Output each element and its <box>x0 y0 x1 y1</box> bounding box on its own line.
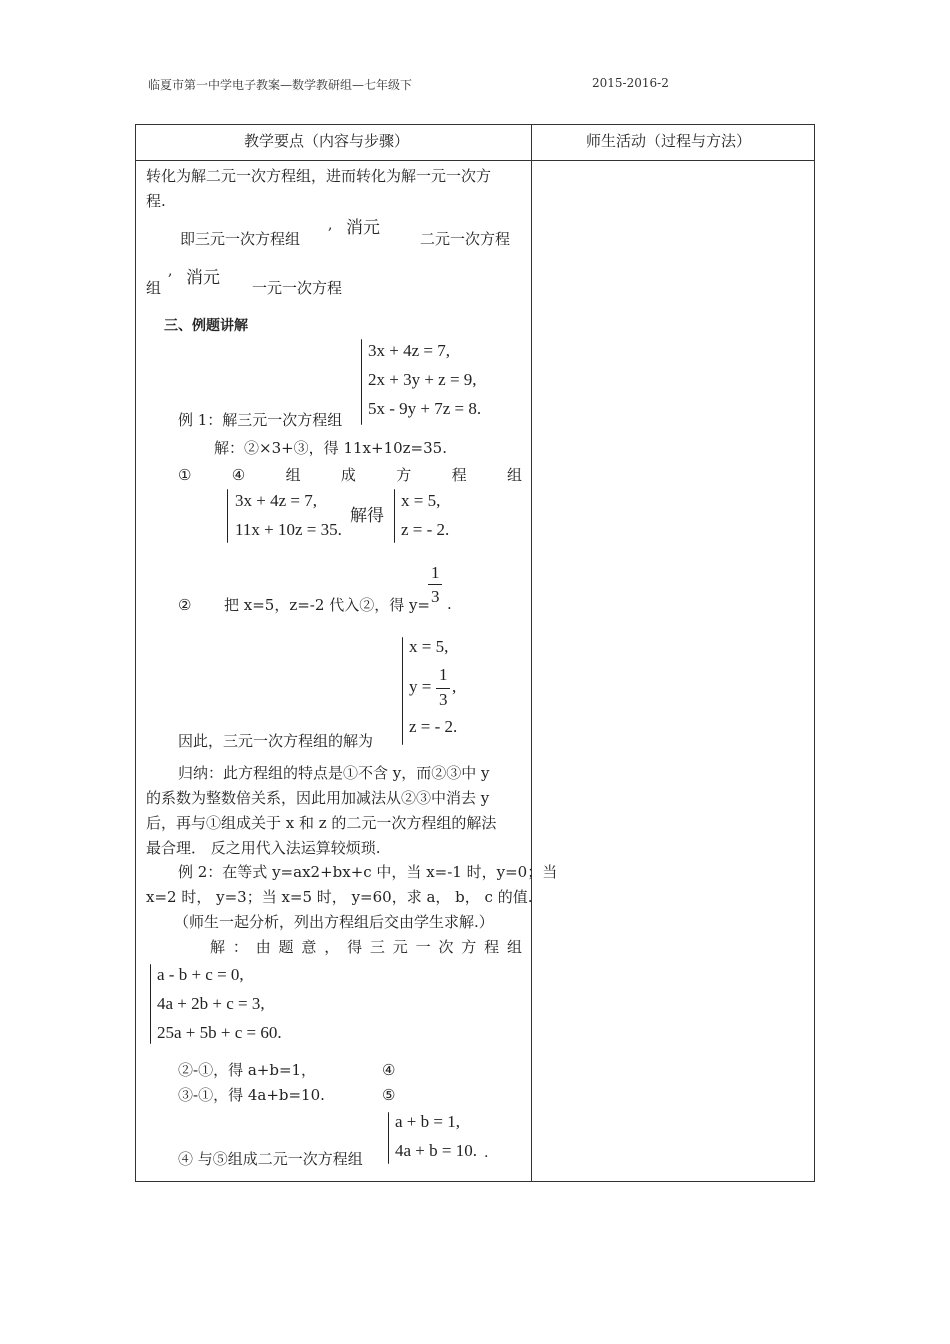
circle-num-4: ④ <box>382 1061 396 1079</box>
example2-step-b: ③-①，得 4a+b=10. <box>178 1086 325 1104</box>
summary-line: 的系数为整数倍关系，因此用加减法从②③中消去 y <box>146 789 490 807</box>
arrow-tick-2: , <box>168 263 173 279</box>
elimination-label-1: 消元 <box>346 218 380 238</box>
equation: a + b = 1, <box>395 1112 460 1131</box>
example1-step1: 解：②×3+③，得 11x+10z=35. <box>214 439 447 457</box>
example1-sub-system <box>235 486 342 544</box>
solve-word: ， <box>324 938 340 956</box>
chain-part-2b: 组 <box>146 279 162 297</box>
equation: 25a + 5b + c = 60. <box>157 1023 282 1042</box>
example2-sub-system <box>395 1107 477 1165</box>
page-header-title: 临夏市第一中学电子教案—数学教研组—七年级下 <box>148 78 413 92</box>
solve-word: 元 <box>392 938 408 956</box>
solve-word: 三 <box>369 938 385 956</box>
fraction-denominator: 3 <box>439 690 448 709</box>
example1-step2: 把 x=5，z=-2 代入②，得 y= <box>224 596 431 614</box>
fraction-numerator: 1 <box>439 665 448 684</box>
combine-word: 程 <box>451 466 467 484</box>
solution-y: y = <box>409 677 432 696</box>
header-divider <box>136 160 814 161</box>
system-brace <box>150 964 151 1044</box>
system-brace <box>394 489 395 543</box>
comma: , <box>452 677 457 696</box>
equation: 3x + 4z = 7, <box>368 341 450 360</box>
summary-line: 后，再与①组成关于 x 和 z 的二元一次方程组的解法 <box>146 814 497 832</box>
fraction-bar <box>436 688 450 689</box>
example2-note: （师生一起分析，列出方程组后交由学生求解.） <box>174 913 494 931</box>
column-divider <box>531 125 532 1181</box>
column-header-content: 教学要点（内容与步骤） <box>244 132 410 150</box>
intro-line-1: 转化为解二元一次方程组，进而转化为解一元一次方 <box>146 167 492 185</box>
equation: 2x + 3y + z = 9, <box>368 370 477 389</box>
combine-word: 方 <box>396 466 412 484</box>
period: . <box>447 595 452 613</box>
equation: 4a + 2b + c = 3, <box>157 994 265 1013</box>
period: . <box>484 1145 489 1161</box>
solve-word: 方 <box>461 938 477 956</box>
solve-word: 题 <box>278 938 294 956</box>
example2-line: 例 2：在等式 y=ax2+bx+c 中，当 x=-1 时，y=0；当 <box>178 863 558 881</box>
summary-line: 最合理． 反之用代入法运算较烦琐. <box>146 839 381 857</box>
example2-system <box>157 960 282 1047</box>
section-title: 三、例题讲解 <box>164 318 248 334</box>
solve-word: 一 <box>415 938 431 956</box>
column-header-activity: 师生活动（过程与方法） <box>586 132 752 150</box>
solve-word: 次 <box>438 938 454 956</box>
example1-label: 例 1：解三元一次方程组 <box>178 411 343 429</box>
fraction-denominator: 3 <box>431 587 440 606</box>
example2-step-a: ②-①，得 a+b=1， <box>178 1061 317 1079</box>
lesson-table <box>135 124 815 1182</box>
solve-word: ： <box>232 938 248 956</box>
combine-word: 组 <box>506 466 522 484</box>
chain-part-1: 即三元一次方程组 <box>180 230 301 248</box>
solve-word: 解 <box>210 938 226 956</box>
combine-word: 组 <box>285 466 301 484</box>
page-header-date: 2015-2016-2 <box>592 76 669 90</box>
equation: 5x - 9y + 7z = 8. <box>368 399 482 418</box>
combine-word: 成 <box>340 466 356 484</box>
example1-sub-solution <box>401 486 449 544</box>
solve-word: 程 <box>484 938 500 956</box>
system-brace <box>402 637 403 745</box>
solve-word: 由 <box>255 938 271 956</box>
solve-word: 意 <box>301 938 317 956</box>
solution-label: 因此，三元一次方程组的解为 <box>178 732 374 750</box>
system-brace <box>227 489 228 543</box>
equation: 3x + 4z = 7, <box>235 491 317 510</box>
circle-num-1: ① <box>178 466 192 484</box>
equation: 11x + 10z = 35. <box>235 520 342 539</box>
summary-line: 归纳：此方程组的特点是①不含 y，而②③中 y <box>178 764 490 782</box>
arrow-tick-1: , <box>328 217 333 233</box>
fraction-numerator: 1 <box>431 563 440 582</box>
example2-combine-label: ④ 与⑤组成二元一次方程组 <box>178 1150 363 1168</box>
solution-z: z = - 2. <box>409 717 458 736</box>
chain-part-2: 二元一次方程 <box>420 230 511 248</box>
solution-x: x = 5, <box>409 637 449 656</box>
solve-word: 得 <box>347 938 363 956</box>
intro-line-2: 程. <box>146 192 166 210</box>
solve-intro-line <box>210 937 522 957</box>
equation: z = - 2. <box>401 520 450 539</box>
circle-num-5: ⑤ <box>382 1086 396 1104</box>
chain-part-3: 一元一次方程 <box>252 279 343 297</box>
step2-number: ② <box>178 596 192 614</box>
equation: x = 5, <box>401 491 441 510</box>
fraction-bar <box>428 584 442 585</box>
solve-word: 组 <box>506 938 522 956</box>
system-brace <box>388 1112 389 1164</box>
example2-line: x=2 时， y=3；当 x=5 时， y=60，求 a， b， c 的值. <box>146 888 533 906</box>
combine-line <box>178 465 522 485</box>
system-brace <box>361 339 362 425</box>
circle-num-4: ④ <box>231 466 246 484</box>
elimination-label-2: 消元 <box>186 268 220 288</box>
example1-system <box>368 336 481 423</box>
equation: 4a + b = 10. <box>395 1141 477 1160</box>
equation: a - b + c = 0, <box>157 965 244 984</box>
solve-word: 解得 <box>350 506 384 526</box>
